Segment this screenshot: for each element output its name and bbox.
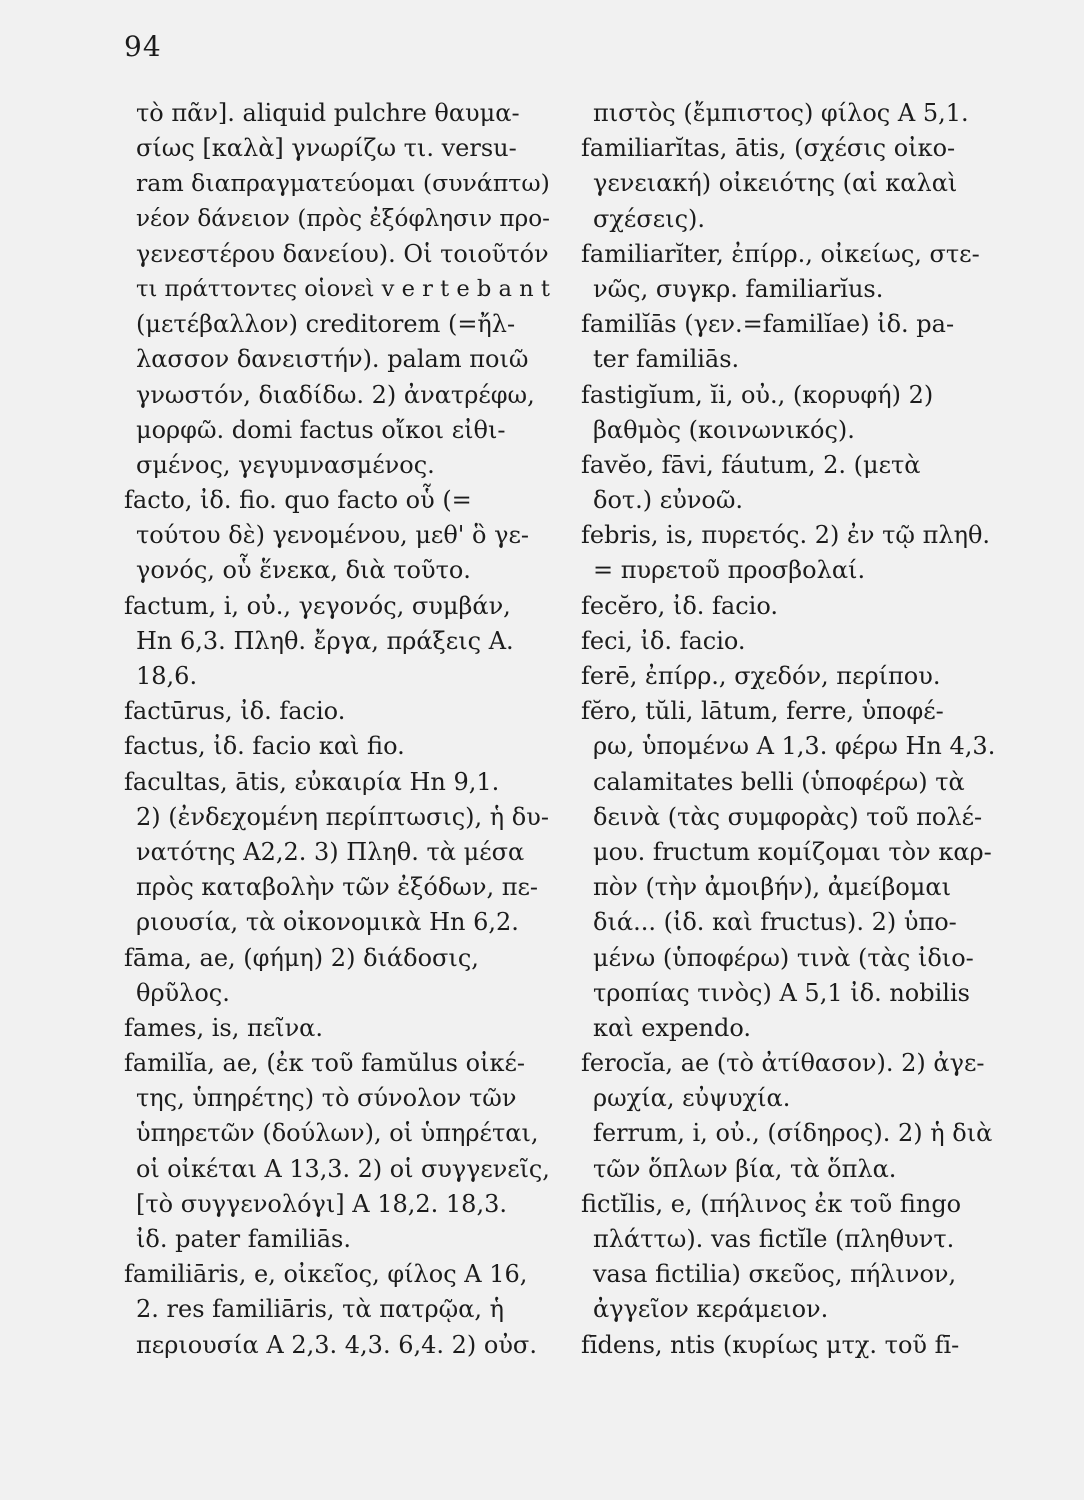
text-line: fecĕro, ἰδ. facio.	[581, 591, 778, 620]
text-line: δοτ.) εὐνοῶ.	[593, 486, 744, 515]
text-line: (μετέβαλλον) creditorem (=ἤλ-	[136, 310, 516, 339]
text-line: ferocĭa, ae (τὸ ἀτίθασον). 2) ἀγε-	[581, 1049, 985, 1078]
text-line: πὸν (τὴν ἀμοιβήν), ἀμείβομαι	[593, 873, 951, 902]
text-line: factum, i, οὐ., γεγονός, συμβάν,	[124, 591, 511, 620]
text-line: γενειακή) οἰκειότης (αἱ καλαὶ	[593, 169, 958, 198]
text-line: πρὸς καταβολὴν τῶν ἐξόδων, πε-	[136, 873, 539, 902]
text-line: ρω, ὑπομένω A 1,3. φέρω Hn 4,3.	[593, 732, 996, 761]
text-line: fictĭlis, e, (πήλινος ἐκ τοῦ fingo	[581, 1189, 962, 1218]
text-line: πλάττω). vas fictĭle (πληθυντ.	[593, 1225, 955, 1253]
text-line: τι πράττοντες οἱονεὶ v e r t e b a n t	[136, 275, 550, 302]
text-line: μου. fructum κομίζομαι τὸν καρ-	[593, 837, 992, 866]
text-line: vasa fictilia) σκεῦος, πήλινον,	[593, 1260, 957, 1289]
text-line: νῶς, συγκρ. familiarĭus.	[593, 274, 884, 303]
text-line: [τὸ συγγενολόγι] A 18,2. 18,3.	[136, 1189, 507, 1218]
text-line: νατότης A2,2. 3) Πληθ. τὰ μέσα	[136, 837, 525, 866]
text-line: ρωχία, εὐψυχία.	[593, 1084, 791, 1113]
text-line: Hn 6,3. Πληθ. ἔργα, πράξεις A.	[136, 626, 514, 655]
text-line: feci, ἰδ. facio.	[581, 626, 746, 655]
text-line: μένω (ὑποφέρω) τινὰ (τὰς ἰδιο-	[593, 943, 974, 972]
text-line: θρῦλος.	[136, 978, 230, 1007]
text-line: familiarĭtas, ātis, (σχέσις οἰκο-	[581, 134, 956, 163]
text-line: τῶν ὅπλων βία, τὰ ὅπλα.	[593, 1154, 897, 1183]
text-line: βαθμὸς (κοινωνικός).	[593, 415, 855, 444]
text-line: factūrus, ἰδ. facio.	[124, 697, 346, 726]
text-line: ram διαπραγματεύομαι (συνάπτω)	[136, 169, 550, 198]
text-line: fastigĭum, ĭi, οὐ., (κορυφή) 2)	[581, 380, 934, 409]
text-line: fames, is, πεῖνα.	[124, 1013, 324, 1042]
text-line: ferrum, i, οὐ., (σίδηρος). 2) ἡ διὰ	[593, 1119, 993, 1148]
text-line: ἰδ. pater familiās.	[136, 1225, 351, 1253]
text-line: σχέσεις).	[593, 204, 706, 233]
page-number: 94	[124, 30, 162, 63]
text-line: της, ὑπηρέτης) τὸ σύνολον τῶν	[136, 1084, 517, 1113]
text-line: ter familiās.	[593, 345, 740, 374]
text-line: familiarĭter, ἐπίρρ., οἰκείως, στε-	[581, 239, 980, 268]
text-line: 2. res familiāris, τὰ πατρῷα, ἡ	[136, 1295, 505, 1324]
text-line: πιστὸς (ἔμπιστος) φίλος A 5,1.	[593, 99, 969, 127]
text-line: ριουσία, τὰ οἰκονομικὰ Hn 6,2.	[136, 908, 519, 937]
text-line: νέον δάνειον (πρὸς ἐξόφλησιν προ-	[136, 205, 550, 232]
text-line: factus, ἰδ. facio καὶ fio.	[124, 732, 405, 761]
text-line: ἀγγεῖον κεράμειον.	[593, 1295, 829, 1324]
text-line: γνωστόν, διαδίδω. 2) ἀνατρέφω,	[136, 380, 535, 409]
text-line: σμένος, γεγυμνασμένος.	[136, 450, 435, 479]
text-line: familĭa, ae, (ἐκ τοῦ famŭlus οἰκέ-	[124, 1049, 526, 1078]
text-line: fĕro, tŭli, lātum, ferre, ὑποφέ-	[581, 697, 944, 726]
text-line: facto, ἰδ. fio. quo facto οὗ (=	[124, 486, 472, 515]
text-line: γενεστέρου δανείου). Οἱ τοιοῦτόν	[136, 239, 549, 268]
right-column	[581, 96, 1017, 1363]
text-line: fīdens, ntis (κυρίως μτχ. τοῦ fī-	[581, 1330, 960, 1359]
text-line: = πυρετοῦ προσβολαί.	[593, 556, 866, 585]
text-line: familiāris, e, οἰκεῖος, φίλος A 16,	[124, 1260, 528, 1289]
text-line: λασσον δανειστήν). palam ποιῶ	[136, 345, 529, 374]
text-line: τούτου δὲ) γενομένου, μεθ' ὃ γε-	[136, 521, 529, 550]
text-line: σίως [καλὰ] γνωρίζω τι. versu-	[136, 134, 517, 163]
text-line: τροπίας τινὸς) A 5,1 ἰδ. nobilis	[593, 978, 970, 1007]
text-line: διά... (ἰδ. καὶ fructus). 2) ὑπο-	[593, 908, 957, 937]
text-line: τὸ πᾶν]. aliquid pulchre θαυμα-	[136, 99, 520, 127]
text-line: γονός, οὗ ἕνεκα, διὰ τοῦτο.	[136, 556, 471, 585]
text-line: ferē, ἐπίρρ., σχεδόν, περίπου.	[581, 662, 941, 690]
text-line: δεινὰ (τὰς συμφορὰς) τοῦ πολέ-	[593, 802, 983, 831]
text-line: οἱ οἰκέται A 13,3. 2) οἱ συγγενεῖς,	[136, 1154, 550, 1183]
text-line: περιουσία A 2,3. 4,3. 6,4. 2) οὐσ.	[136, 1330, 537, 1359]
text-line: favĕo, fāvi, fáutum, 2. (μετὰ	[581, 450, 921, 479]
text-line: facultas, ātis, εὐκαιρία Hn 9,1.	[124, 767, 500, 796]
text-line: familĭās (γεν.=familĭae) ἰδ. pa-	[581, 310, 955, 339]
text-line: calamitates belli (ὑποφέρω) τὰ	[593, 767, 965, 796]
text-line: μορφῶ. domi factus οἴκοι εἰθι-	[136, 415, 506, 444]
text-line: 2) (ἐνδεχομένη περίπτωσις), ἡ δυ-	[136, 802, 549, 831]
left-column	[124, 96, 550, 1363]
text-line: 18,6.	[136, 662, 198, 690]
text-line: febris, is, πυρετός. 2) ἐν τῷ πληθ.	[581, 521, 991, 550]
text-line: καὶ expendo.	[593, 1013, 752, 1042]
text-line: fāma, ae, (φήμη) 2) διάδοσις,	[124, 943, 479, 972]
text-line: ὑπηρετῶν (δούλων), οἱ ὑπηρέται,	[136, 1119, 539, 1148]
